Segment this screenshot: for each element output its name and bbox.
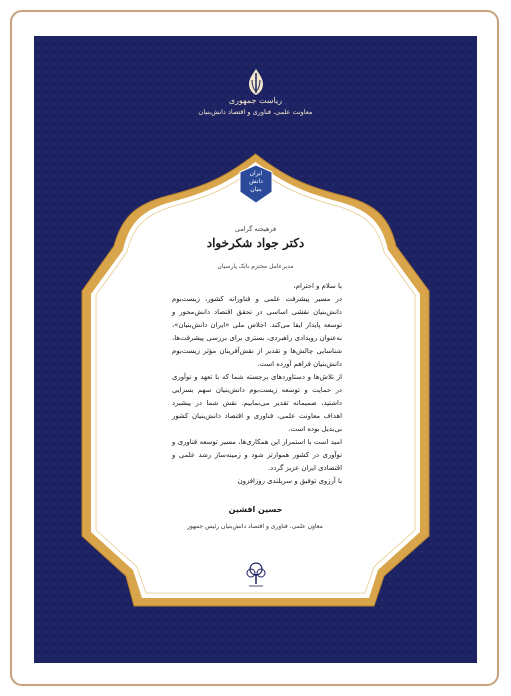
tree-logo-icon — [243, 560, 269, 590]
org-name-line1: ریاست جمهوری — [228, 96, 283, 105]
badge-label — [238, 170, 274, 194]
recipient-position: مدیرعامل محترم بانک پارسیان — [217, 263, 294, 270]
badge-line2: دانش — [249, 178, 263, 185]
paragraph-1: در مسیر پیشرفت علمی و فناورانه کشور، زیست‌بوم دانش‌بنیان نقشی اساسی در تحقق اقتصاد دانش‌محور و توسعه پایدار ایفا می‌کند. اجلاس ملی «ایران دانش‌بنیان»، به‌عنوان رویدادی راهبردی، بستری برای بررسی پیشرفت‌ها، شناسایی چالش‌ها و تقدیر از نقش‌آفرینان مؤثر زیست‌بوم دانش‌بنیان فراهم آورده است. — [172, 295, 342, 368]
signatory-title: معاون علمی، فناوری و اقتصاد دانش‌بنیان رئیس جمهور — [187, 523, 323, 530]
greeting: با سلام و احترام، — [293, 282, 342, 290]
paragraph-2: از تلاش‌ها و دستاوردهای برجسته شما که با تعهد و نوآوری در حمایت و توسعه زیست‌بوم دانش‌بنیان سهم بسزایی داشتید، صمیمانه تقدیر می‌نماییم. نقش شما در پیشبرد اهداف معاونت علمی، فناوری و اقتصاد دانش‌بنیان کشور بی‌بدیل بوده است. — [172, 373, 342, 433]
org-name-line2: معاونت علمی، فناوری و اقتصاد دانش‌بنیان — [198, 108, 313, 116]
closing: با آرزوی توفیق و سربلندی روزافزون — [237, 477, 342, 485]
signatory-name: حسین افشین — [228, 505, 283, 514]
badge-line1: ایران — [249, 170, 263, 177]
badge-line3: بنیان — [250, 186, 262, 193]
iran-emblem-icon — [243, 67, 269, 97]
recipient-name: دکتر جواد شکرخواد — [206, 236, 305, 250]
salutation: فرهیخته گرامی — [234, 225, 277, 233]
letter-body — [172, 280, 342, 488]
paragraph-3: امید است با استمرار این همکاری‌ها، مسیر توسعه فناوری و نوآوری در کشور هموارتر شود و زمینه‌ساز رشد علمی و اقتصادی ایران عزیز گردد. — [172, 438, 342, 472]
